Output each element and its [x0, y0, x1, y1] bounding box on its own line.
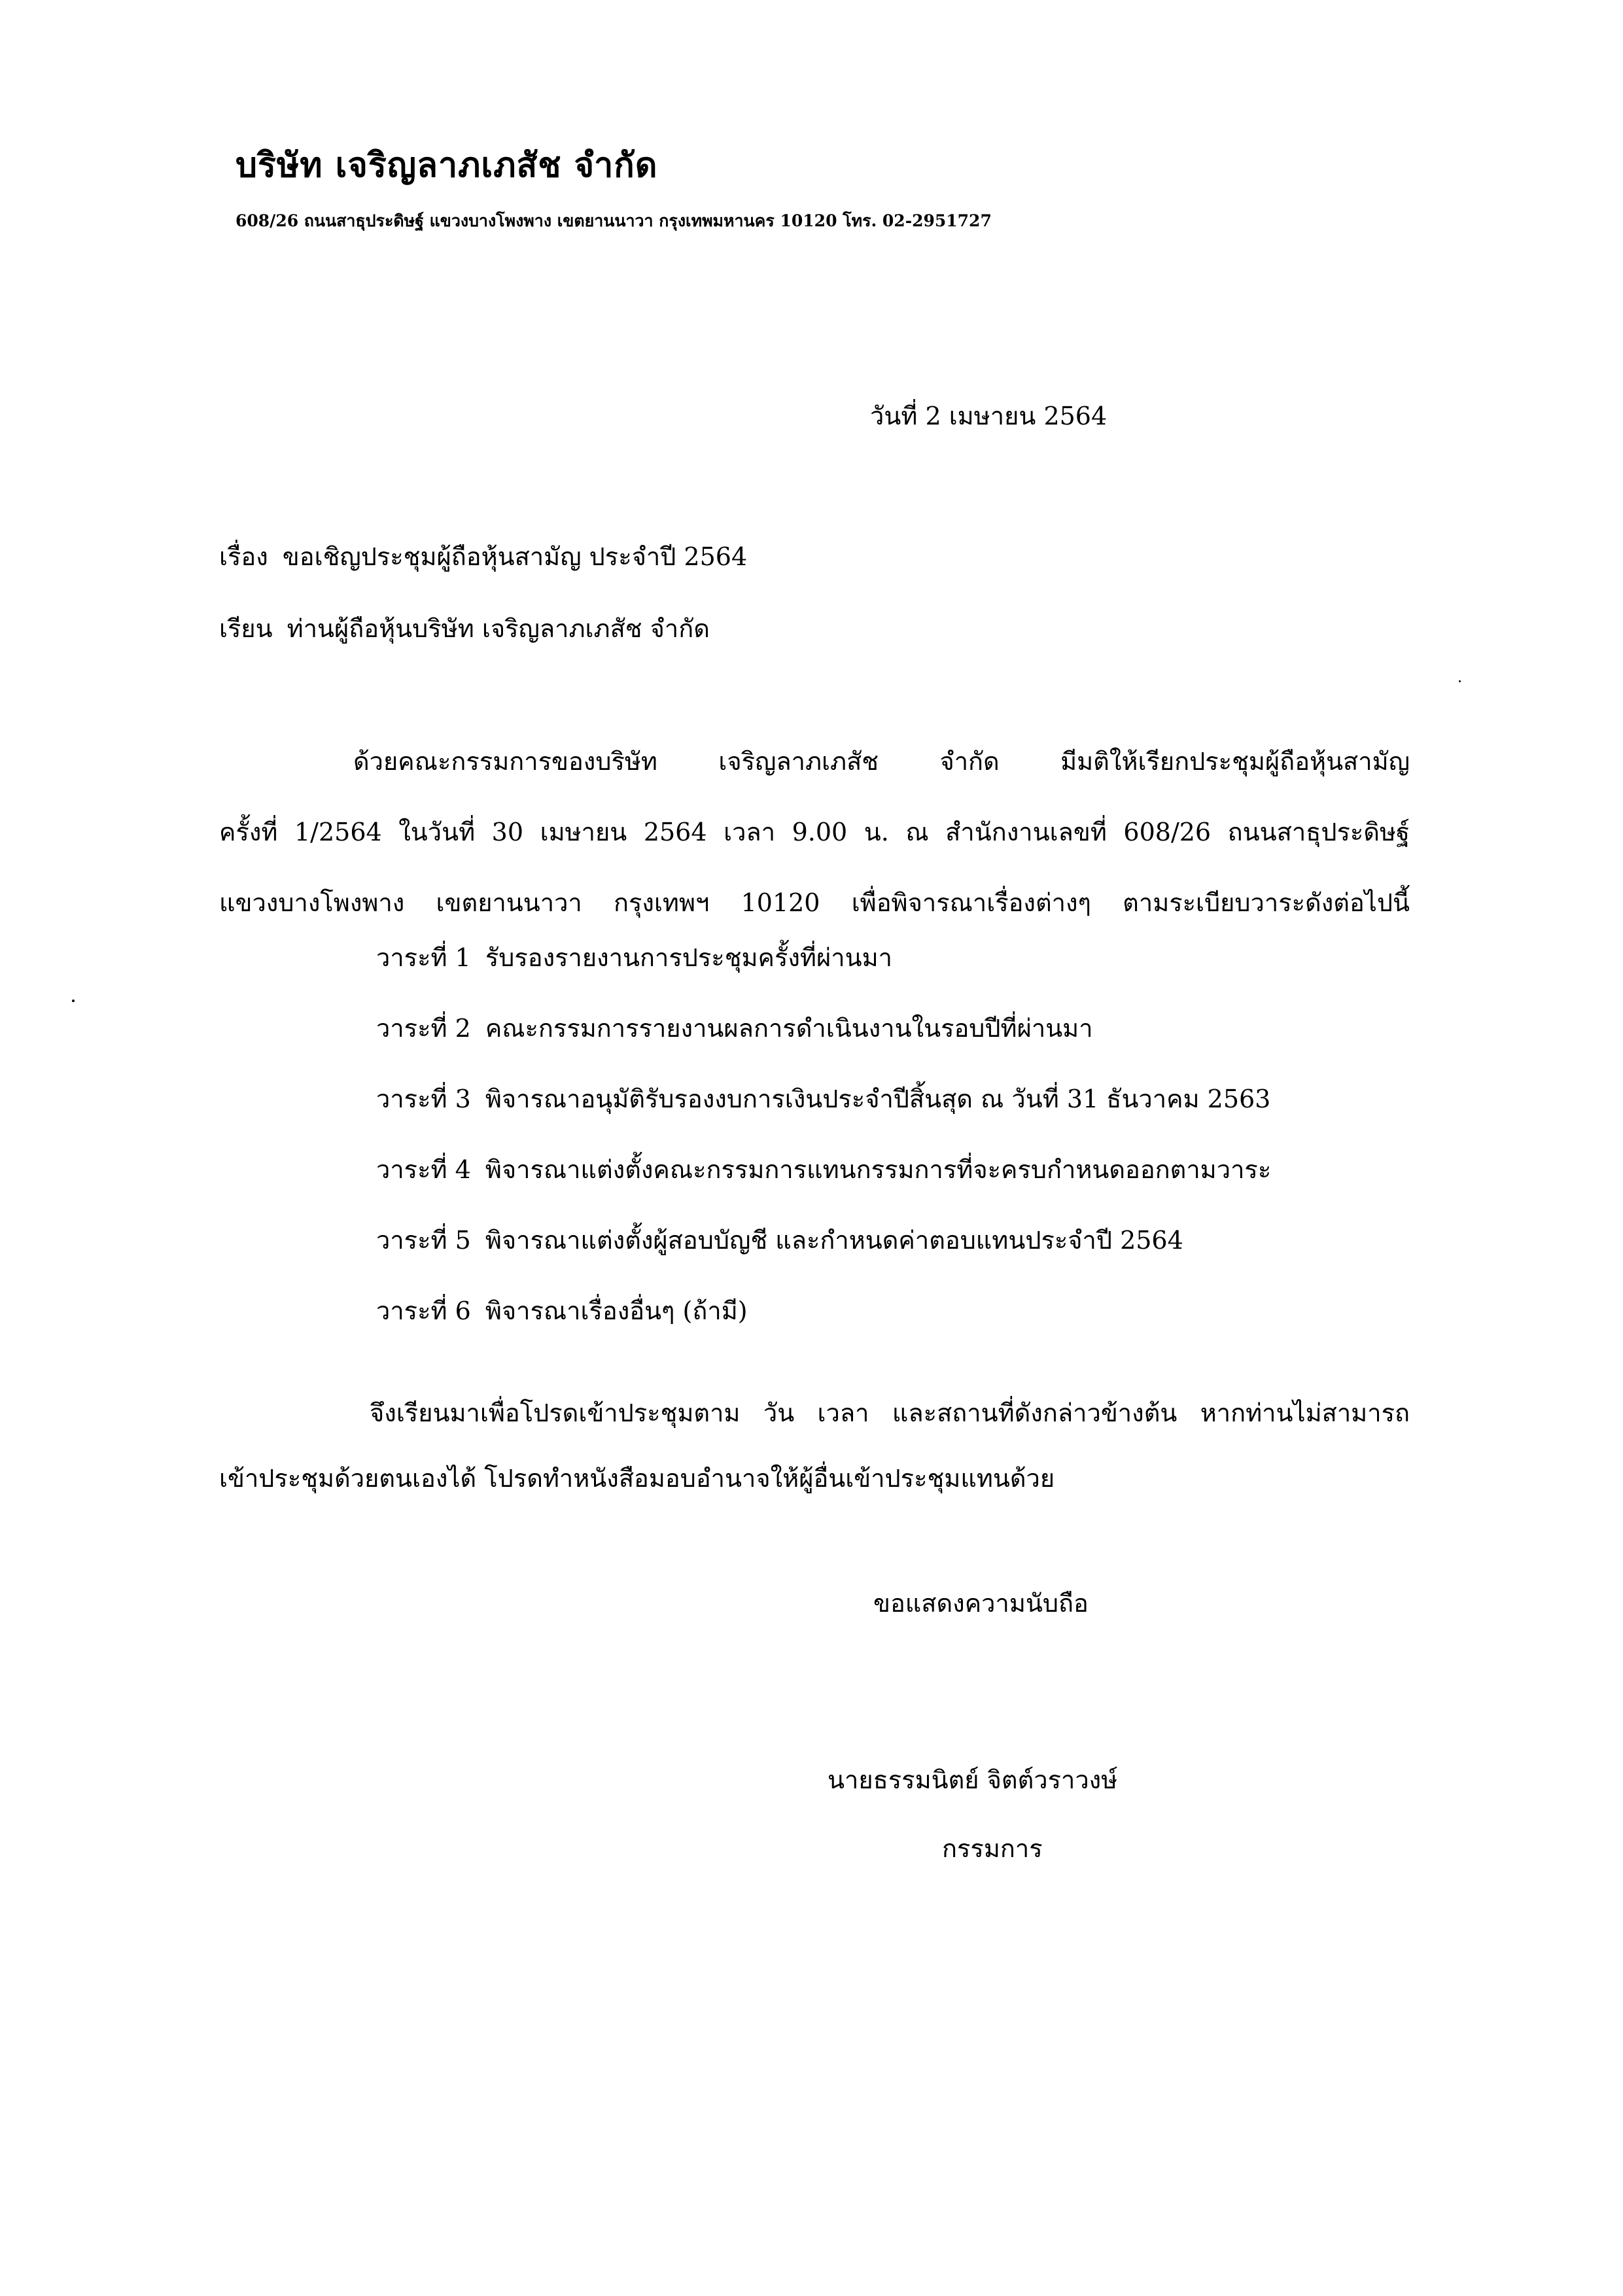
- signer-title: กรรมการ: [942, 1834, 1043, 1863]
- agenda-number: วาระที่ 3: [376, 1085, 471, 1113]
- agenda-text: พิจารณาเรื่องอื่นๆ (ถ้ามี): [485, 1296, 748, 1325]
- agenda-item: [376, 922, 1271, 993]
- salutation-text: ท่านผู้ถือหุ้นบริษัท เจริญลาภเภสัช จำกัด: [287, 614, 710, 643]
- scan-speck: [1459, 680, 1461, 682]
- agenda-number: วาระที่ 2: [376, 1014, 471, 1043]
- subject-text: ขอเชิญประชุมผู้ถือหุ้นสามัญ ประจำปี 2564: [282, 542, 748, 571]
- salutation-label: เรียน: [219, 614, 273, 643]
- letter-date: วันที่ 2 เมษายน 2564: [870, 402, 1108, 430]
- agenda-text: พิจารณาอนุมัติรับรองงบการเงินประจำปีสิ้นสุด ณ วันที่ 31 ธันวาคม 2563: [485, 1085, 1271, 1113]
- closing-line: จึงเรียนมาเพื่อโปรดเข้าประชุมตาม วัน เวลา และสถานที่ดังกล่าวข้างต้น หากท่านไม่สามารถ: [370, 1399, 1410, 1427]
- closing-line: เข้าประชุมด้วยตนเองได้ โปรดทำหนังสือมอบอำนาจให้ผู้อื่นเข้าประชุมแทนด้วย: [219, 1464, 1055, 1493]
- company-address: 608/26 ถนนสาธุประดิษฐ์ แขวงบางโพงพาง เขตยานนาวา กรุงเทพมหานคร 10120 โทร. 02-2951727: [236, 211, 992, 230]
- body-paragraph: [219, 726, 1410, 938]
- agenda-item: [376, 1064, 1271, 1134]
- agenda-number: วาระที่ 5: [376, 1226, 471, 1255]
- agenda-number: วาระที่ 4: [376, 1155, 471, 1184]
- body-line: แขวงบางโพงพาง เขตยานนาวา กรุงเทพฯ 10120 เพื่อพิจารณาเรื่องต่างๆ ตามระเบียบวาระดังต่อไปนี้: [219, 888, 1410, 917]
- agenda-text: คณะกรรมการรายงานผลการดำเนินงานในรอบปีที่ผ่านมา: [485, 1014, 1093, 1043]
- closing-regards: ขอแสดงความนับถือ: [873, 1589, 1089, 1618]
- agenda-number: วาระที่ 6: [376, 1296, 471, 1325]
- agenda-list: [376, 922, 1271, 1346]
- scan-speck: [72, 1000, 75, 1002]
- agenda-item: [376, 993, 1271, 1064]
- agenda-item: [376, 1276, 1271, 1346]
- agenda-text: พิจารณาแต่งตั้งผู้สอบบัญชี และกำหนดค่าตอบแทนประจำปี 2564: [485, 1226, 1183, 1255]
- agenda-text: รับรองรายงานการประชุมครั้งที่ผ่านมา: [485, 943, 892, 972]
- salutation-line: [219, 608, 710, 648]
- agenda-text: พิจารณาแต่งตั้งคณะกรรมการแทนกรรมการที่จะครบกำหนดออกตามวาระ: [485, 1155, 1272, 1184]
- agenda-item: [376, 1134, 1271, 1205]
- signer-name: นายธรรมนิตย์ จิตต์วราวงษ์: [828, 1765, 1118, 1794]
- agenda-number: วาระที่ 1: [376, 943, 471, 972]
- subject-line: [219, 536, 747, 576]
- body-line: ด้วยคณะกรรมการของบริษัท เจริญลาภเภสัช จำกัด มีมติให้เรียกประชุมผู้ถือหุ้นสามัญ: [353, 747, 1410, 776]
- company-name: บริษัท เจริญลาภเภสัช จำกัด: [236, 145, 658, 185]
- body-line: ครั้งที่ 1/2564 ในวันที่ 30 เมษายน 2564 เวลา 9.00 น. ณ สำนักงานเลขที่ 608/26 ถนนสาธุประดิษฐ์: [219, 818, 1410, 846]
- agenda-item: [376, 1205, 1271, 1276]
- closing-paragraph: [219, 1380, 1410, 1511]
- subject-label: เรื่อง: [219, 542, 268, 571]
